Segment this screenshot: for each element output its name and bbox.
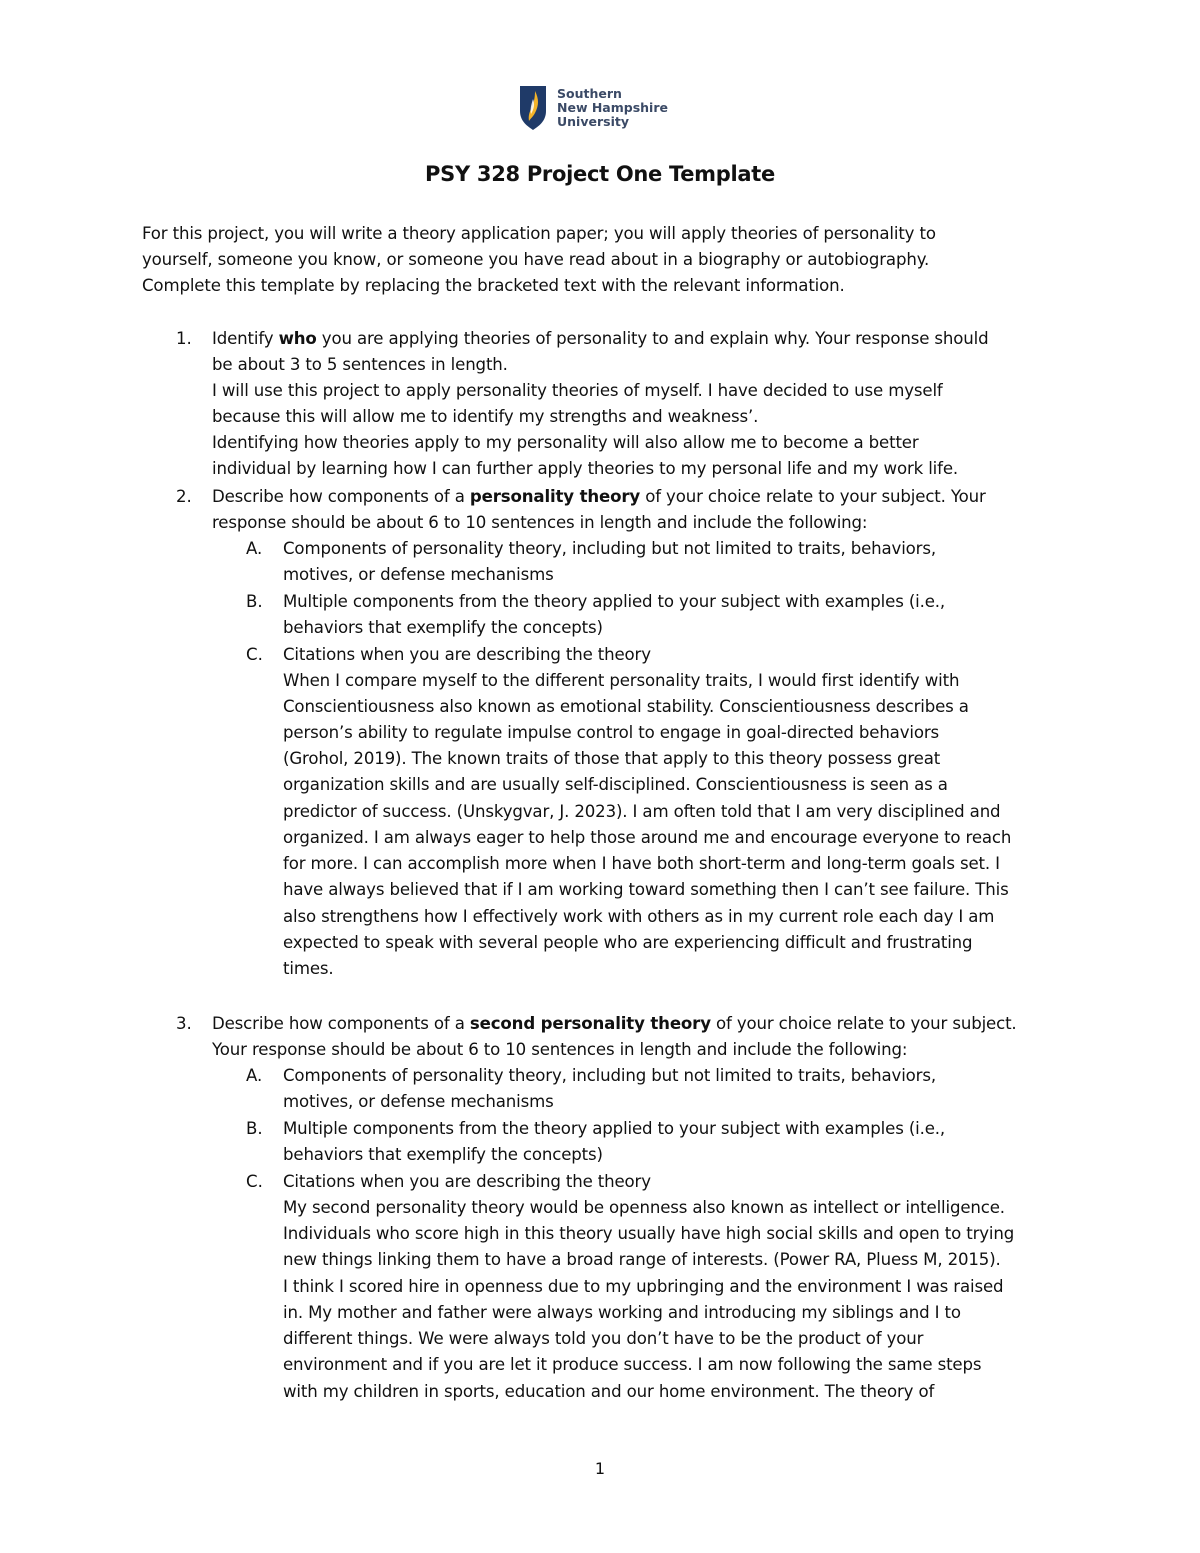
answer-line: have always believed that if I am working toward something then I can’t see failure. This (283, 880, 1009, 899)
logo-line: University (557, 114, 629, 129)
answer-line: (Grohol, 2019). The known traits of those that apply to this theory possess great (283, 749, 941, 768)
prompt-emphasis: second personality theory (469, 1014, 711, 1033)
answer-line: My second personality theory would be openness also known as intellect or intelligence. (283, 1198, 1005, 1217)
answer-line: Conscientiousness also known as emotional stability. Conscientiousness describes a (283, 697, 969, 716)
answer-line: I think I scored hire in openness due to my upbringing and the environment I was raised (283, 1277, 1004, 1296)
prompt-emphasis: personality theory (469, 487, 641, 506)
list-item-line: motives, or defense mechanisms (283, 565, 554, 584)
q2-prompt (212, 484, 986, 510)
answer-line: different things. We were always told you don’t have to be the product of your (283, 1329, 924, 1348)
answer-line: also strengthens how I effectively work with others as in my current role each day I am (283, 907, 995, 926)
list-item-line: Multiple components from the theory applied to your subject with examples (i.e., (283, 592, 946, 611)
prompt-text: Identify (212, 329, 279, 348)
intro-line: Complete this template by replacing the bracketed text with the relevant information. (142, 276, 845, 295)
answer-line: person’s ability to regulate impulse control to engage in goal-directed behaviors (283, 723, 939, 742)
answer-line: times. (283, 959, 334, 978)
intro-line: For this project, you will write a theory application paper; you will apply theories of personality to (142, 224, 936, 243)
prompt-emphasis: who (278, 329, 317, 348)
list-item-line: behaviors that exemplify the concepts) (283, 618, 603, 637)
answer-line: because this will allow me to identify my strengths and weakness’. (212, 407, 759, 426)
answer-line: environment and if you are let it produce success. I am now following the same steps (283, 1355, 982, 1374)
logo-line: New Hampshire (557, 100, 668, 115)
logo-wordmark (557, 87, 668, 129)
shield-flame-icon (519, 85, 547, 131)
prompt-text: of your choice relate to your subject. Your (640, 487, 986, 506)
university-logo (519, 83, 689, 133)
prompt-text: Describe how components of a (212, 487, 470, 506)
list-number: 1. (176, 329, 192, 348)
list-item-line: Citations when you are describing the theory (283, 1172, 651, 1191)
answer-line: organized. I am always eager to help those around me and encourage everyone to reach (283, 828, 1012, 847)
answer-line: Individuals who score high in this theory usually have high social skills and open to trying (283, 1224, 1015, 1243)
intro-line: yourself, someone you know, or someone you have read about in a biography or autobiography. (142, 250, 930, 269)
list-number: 3. (176, 1014, 192, 1033)
list-number: 2. (176, 487, 192, 506)
list-letter: C. (246, 645, 263, 664)
list-letter: B. (246, 592, 263, 611)
answer-line: with my children in sports, education and our home environment. The theory of (283, 1382, 935, 1401)
list-letter: C. (246, 1172, 263, 1191)
answer-line: Identifying how theories apply to my personality will also allow me to become a better (212, 433, 919, 452)
q3-prompt (212, 1011, 1017, 1037)
answer-line: I will use this project to apply personality theories of myself. I have decided to use myself (212, 381, 943, 400)
page-number: 1 (594, 1459, 606, 1478)
prompt-text: Describe how components of a (212, 1014, 470, 1033)
answer-line: new things linking them to have a broad range of interests. (Power RA, Pluess M, 2015). (283, 1250, 1001, 1269)
list-item-line: Components of personality theory, including but not limited to traits, behaviors, (283, 1066, 936, 1085)
answer-line: for more. I can accomplish more when I have both short-term and long-term goals set. I (283, 854, 1000, 873)
answer-line: expected to speak with several people who are experiencing difficult and frustrating (283, 933, 973, 952)
q2-prompt-line: response should be about 6 to 10 sentences in length and include the following: (212, 513, 868, 532)
prompt-text: of your choice relate to your subject. (710, 1014, 1017, 1033)
answer-line: organization skills and are usually self-disciplined. Conscientiousness is seen as a (283, 775, 948, 794)
page-title: PSY 328 Project One Template (425, 162, 775, 186)
list-item-line: Multiple components from the theory applied to your subject with examples (i.e., (283, 1119, 946, 1138)
list-item-line: motives, or defense mechanisms (283, 1092, 554, 1111)
list-item-line: Components of personality theory, including but not limited to traits, behaviors, (283, 539, 936, 558)
q1-prompt (212, 326, 989, 352)
prompt-text: you are applying theories of personality to and explain why. Your response should (316, 329, 989, 348)
list-letter: A. (246, 1066, 263, 1085)
list-item-line: behaviors that exemplify the concepts) (283, 1145, 603, 1164)
answer-line: predictor of success. (Unskygvar, J. 2023). I am often told that I am very disciplined and (283, 802, 1001, 821)
answer-line: individual by learning how I can further apply theories to my personal life and my work life. (212, 459, 959, 478)
q3-prompt-line: Your response should be about 6 to 10 sentences in length and include the following: (212, 1040, 908, 1059)
logo-line: Southern (557, 86, 622, 101)
list-letter: A. (246, 539, 263, 558)
q1-prompt-line: be about 3 to 5 sentences in length. (212, 355, 508, 374)
list-letter: B. (246, 1119, 263, 1138)
answer-line: When I compare myself to the different personality traits, I would first identify with (283, 671, 960, 690)
answer-line: in. My mother and father were always working and introducing my siblings and I to (283, 1303, 961, 1322)
list-item-line: Citations when you are describing the theory (283, 645, 651, 664)
